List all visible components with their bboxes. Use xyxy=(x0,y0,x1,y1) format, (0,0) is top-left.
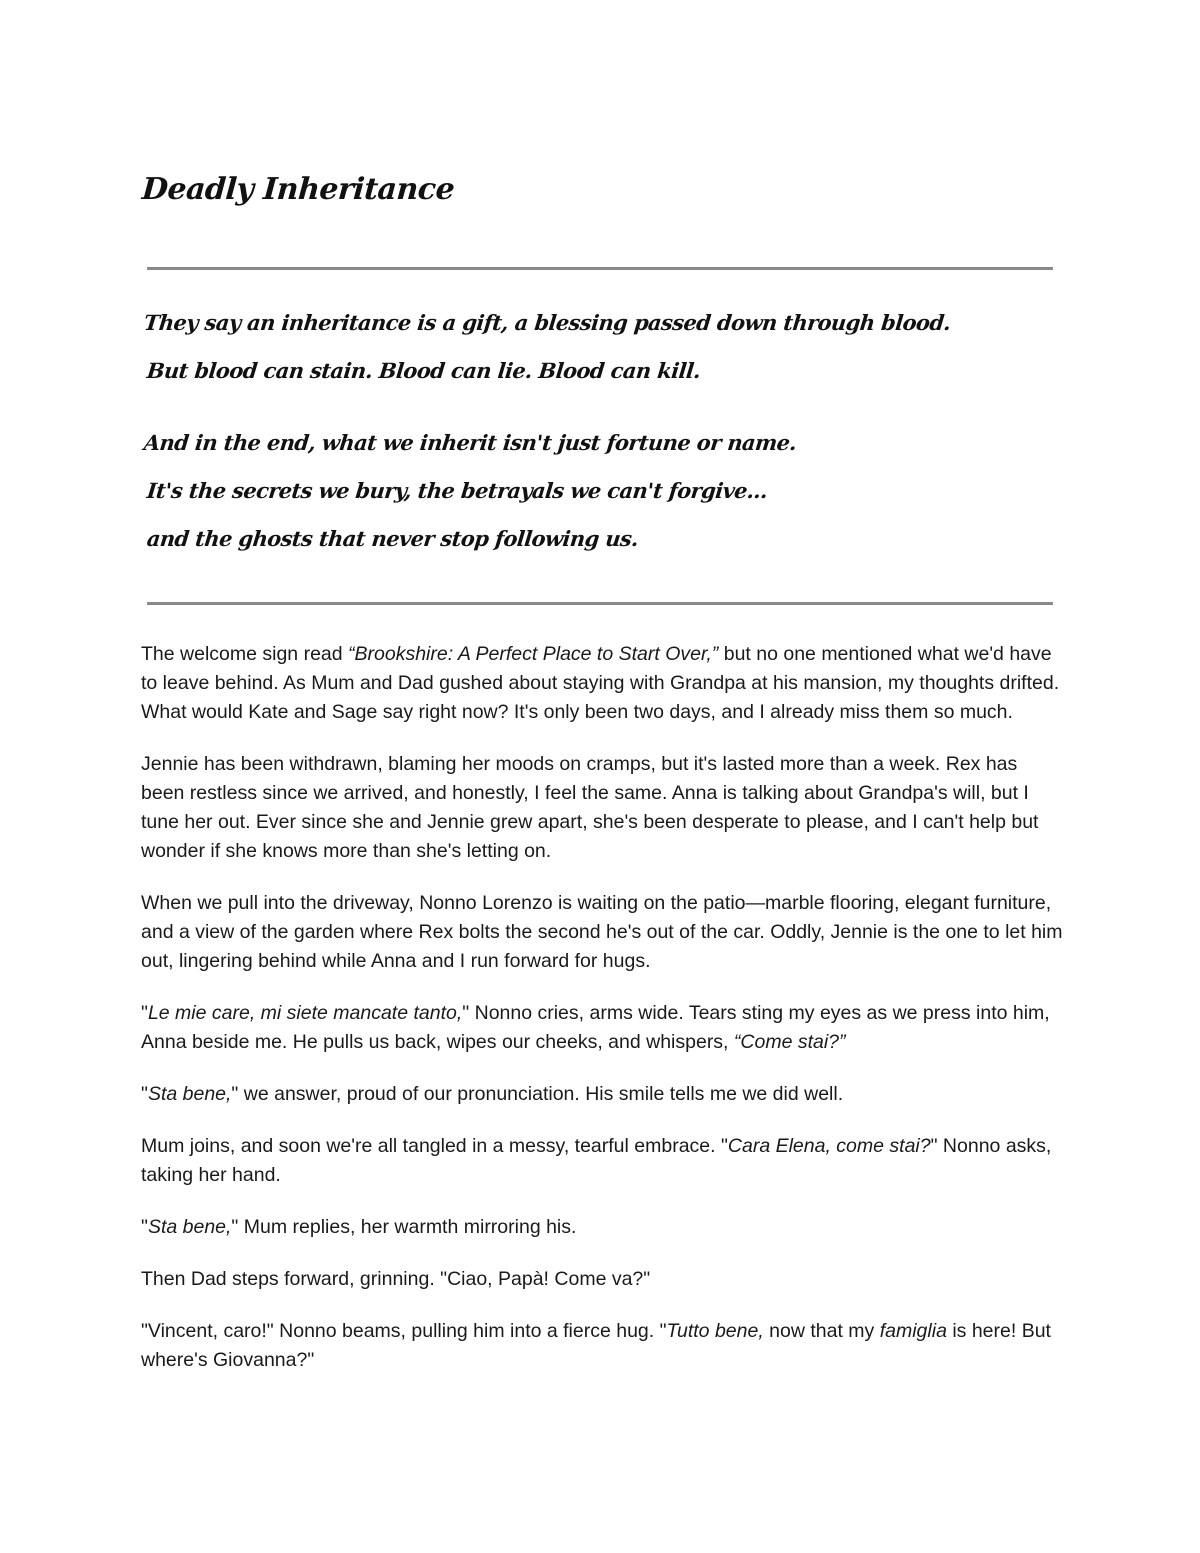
paragraph-9-text-c: now that my xyxy=(763,1320,880,1342)
paragraph-3: When we pull into the driveway, Nonno Lorenzo is waiting on the patio—marble flooring, elegant furniture, and a view of the garden where Rex bolts the second he's out of the car. Oddly, Jennie is the one to let him out, lingering behind while Anna and I run forward for hugs. xyxy=(141,892,1063,972)
paragraph-7-text-c: " Mum replies, her warmth mirroring his. xyxy=(231,1216,577,1238)
paragraph-7-italian: Sta bene, xyxy=(147,1216,232,1238)
paragraph-1-sign-quote: “Brookshire: A Perfect Place to Start Over,” xyxy=(348,643,719,665)
paragraph-6-italian: Cara Elena, come stai? xyxy=(727,1135,931,1157)
paragraph-1-text-c: but no one mentioned what we'd have to leave behind. As Mum and Dad gushed about staying with Grandpa at his mansion, my thoughts drifted. What would Kate and Sage say right now? It's only been two days, and I already miss them so much. xyxy=(141,643,1060,723)
bottom-divider xyxy=(147,602,1053,605)
paragraph-1-text-a: The welcome sign read xyxy=(141,643,349,665)
paragraph-4-italian-a: Le mie care, mi siete mancate tanto, xyxy=(147,1002,463,1024)
paragraph-9-italian-a: Tutto bene, xyxy=(666,1320,764,1342)
epigraph-line-4: It's the secrets we bury, the betrayals we can't forgive... xyxy=(145,478,769,503)
story-body xyxy=(141,640,1066,1398)
epigraph-line-3: And in the end, what we inherit isn't just fortune or name. xyxy=(142,430,798,455)
paragraph-4-italian-b: “Come stai?” xyxy=(733,1031,846,1053)
paragraph-6-text-a: Mum joins, and soon we're all tangled in a messy, tearful embrace. " xyxy=(141,1135,728,1157)
paragraph-6-text-c: " Nonno asks, taking her hand. xyxy=(141,1135,1052,1186)
paragraph-1 xyxy=(141,640,1066,727)
epigraph-line-1: They say an inheritance is a gift, a blessing passed down through blood. xyxy=(142,310,952,335)
paragraph-9-italian-b: famiglia xyxy=(879,1320,947,1342)
paragraph-4-text-a: " xyxy=(141,1002,148,1024)
paragraph-9-text-e: is here! But where's Giovanna?" xyxy=(141,1320,1051,1371)
paragraph-4 xyxy=(141,999,1066,1057)
paragraph-9-text-a: "Vincent, caro!" Nonno beams, pulling him into a fierce hug. " xyxy=(141,1320,667,1342)
epigraph-line-5: and the ghosts that never stop following us. xyxy=(145,526,640,551)
paragraph-2: Jennie has been withdrawn, blaming her moods on cramps, but it's lasted more than a week. Rex has been restless since we arrived, and honestly, I feel the same. Anna is talking about Grandpa's will, but I tune her out. Ever since she and Jennie grew apart, she's been desperate to please, and I can't help but wonder if she knows more than she's letting on. xyxy=(141,753,1039,862)
paragraph-7-text-a: " xyxy=(141,1216,148,1238)
paragraph-5-text-a: " xyxy=(141,1083,148,1105)
paragraph-7 xyxy=(141,1213,1066,1242)
document-title: Deadly Inheritance xyxy=(140,172,456,207)
paragraph-6 xyxy=(141,1132,1066,1190)
epigraph-line-2: But blood can stain. Blood can lie. Blood can kill. xyxy=(145,358,702,383)
paragraph-8: Then Dad steps forward, grinning. "Ciao, Papà! Come va?" xyxy=(141,1268,651,1290)
paragraph-5 xyxy=(141,1080,1066,1109)
top-divider xyxy=(147,267,1053,270)
paragraph-5-text-c: " we answer, proud of our pronunciation. His smile tells me we did well. xyxy=(231,1083,844,1105)
paragraph-4-text-c: " Nonno cries, arms wide. Tears sting my eyes as we press into him, Anna beside me. He pulls us back, wipes our cheeks, and whispers, xyxy=(141,1002,1050,1053)
paragraph-9 xyxy=(141,1317,1066,1375)
paragraph-5-italian: Sta bene, xyxy=(147,1083,232,1105)
